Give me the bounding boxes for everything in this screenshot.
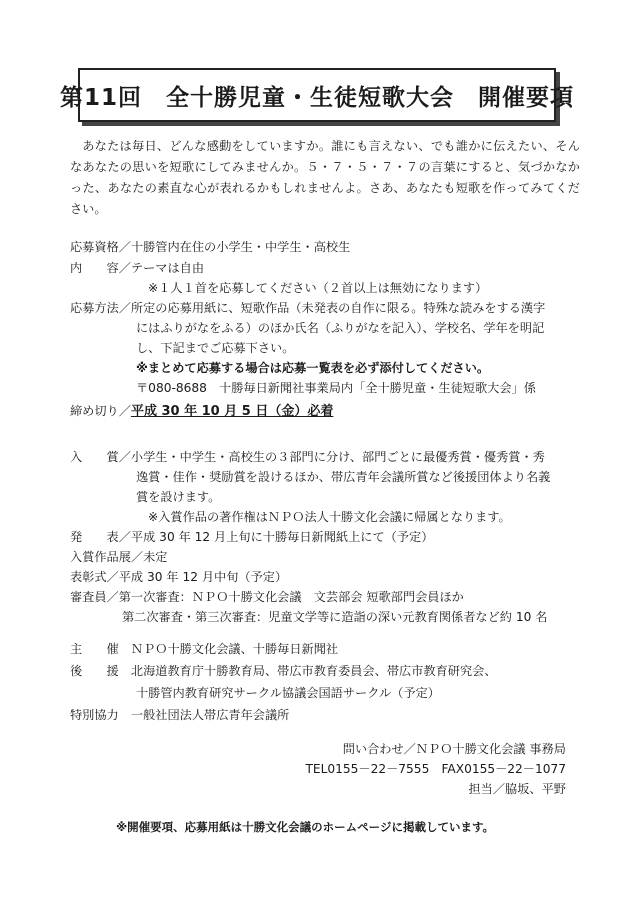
judges-line-1: 審査員／第一次審査：ＮＰＯ十勝文化会議 文芸部会 短歌部門会員ほか xyxy=(70,590,464,604)
organizer: 主 催 ＮＰＯ十勝文化会議、十勝毎日新聞社 xyxy=(70,642,339,656)
eligibility: 応募資格／十勝管内在住の小学生・中学生・高校生 xyxy=(70,240,351,254)
cooperation: 特別協力 一般社団法人帯広青年会議所 xyxy=(70,708,290,722)
judges-line-2: 第二次審査・第三次審査：児童文学等に造詣の深い元教育関係者など約 10 名 xyxy=(122,610,548,624)
exhibition: 入賞作品展／未定 xyxy=(70,550,168,564)
contact-line-2: TEL0155－22－7555 FAX0155－22－1077 xyxy=(305,762,566,776)
method-bold-note: ※まとめて応募する場合は応募一覧表を必ず添付してください。 xyxy=(136,361,490,375)
method-line-2: にはふりがなをふる）のほか氏名（ふりがなを記入）、学校名、学年を明記 xyxy=(136,321,545,335)
intro-text: あなたは毎日、どんな感動をしていますか。誰にも言えない、でも誰かに伝えたい、そんなあなたの思いを短歌にしてみませんか。５・７・５・７・７の言葉にすると、気づかなかった、あなたの素直な心が表れるかもしれませんよ。さあ、あなたも短歌を作ってみてください。 xyxy=(70,139,580,216)
ceremony: 表彰式／平成 30 年 12 月中旬（予定） xyxy=(70,570,288,584)
deadline-value: 平成 30 年 10 月 5 日（金）必着 xyxy=(130,404,334,419)
contact-line-3: 担当／脇坂、平野 xyxy=(468,782,566,796)
support-line-2: 十勝管内教育研究サークル協議会国語サークル（予定） xyxy=(136,686,440,700)
announce: 発 表／平成 30 年 12 月上旬に十勝毎日新聞紙上にて（予定） xyxy=(70,530,434,544)
title-box xyxy=(60,68,575,122)
content-note: ※１人１首を応募してください（２首以上は無効になります） xyxy=(148,281,488,295)
deadline xyxy=(70,402,333,421)
award-line-3: 賞を設けます。 xyxy=(136,490,221,504)
page-title: 第11回 全十勝児童・生徒短歌大会 開催要項 xyxy=(60,84,575,111)
support-line-1: 後 援 北海道教育庁十勝教育局、帯広市教育委員会、帯広市教育研究会、 xyxy=(70,664,497,678)
award-note: ※入賞作品の著作権はＮＰＯ法人十勝文化会議に帰属となります。 xyxy=(148,510,511,524)
award-line-2: 逸賞・佳作・奨励賞を設けるほか、帯広青年会議所賞など後援団体より名義 xyxy=(136,470,551,484)
deadline-label: 締め切り／ xyxy=(70,404,131,418)
footer-note: ※開催要項、応募用紙は十勝文化会議のホームページに掲載しています。 xyxy=(116,820,495,834)
award-line-1: 入 賞／小学生・中学生・高校生の３部門に分け、部門ごとに最優秀賞・優秀賞・秀 xyxy=(70,450,545,464)
intro-paragraph xyxy=(70,136,580,220)
content: 内 容／テーマは自由 xyxy=(70,261,205,275)
method-line-3: し、下記までご応募下さい。 xyxy=(136,341,295,355)
method-line-1: 応募方法／所定の応募用紙に、短歌作品（未発表の自作に限る。特殊な読みをする漢字 xyxy=(70,301,546,315)
contact-line-1: 問い合わせ／ＮＰＯ十勝文化会議 事務局 xyxy=(342,742,566,756)
address: 〒080-8688 十勝毎日新聞社事業局内「全十勝児童・生徒短歌大会」係 xyxy=(136,381,536,395)
